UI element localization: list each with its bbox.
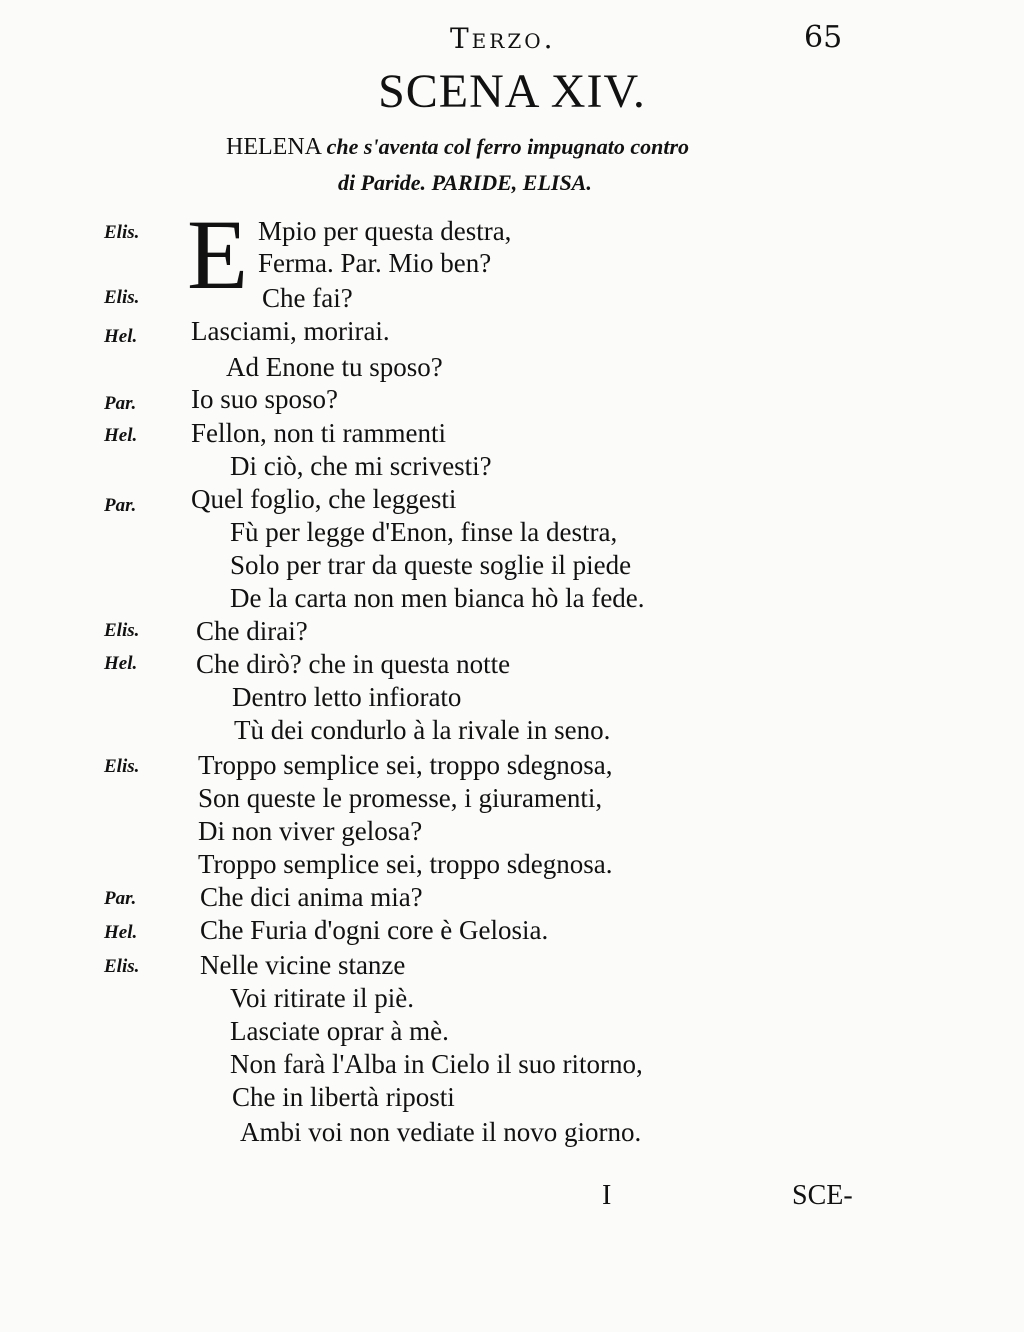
drop-cap: E	[187, 199, 249, 310]
verse-line: De la carta non men bianca hò la fede.	[230, 583, 645, 613]
speaker-label: Elis.	[104, 287, 140, 308]
speaker-label: Elis.	[104, 620, 140, 641]
verse-line: Troppo semplice sei, troppo sdegnosa,	[198, 750, 613, 780]
verse-line: Ambi voi non vediate il novo giorno.	[240, 1117, 642, 1147]
signature-mark: I	[602, 1180, 612, 1211]
verse-line: Ferma. Par. Mio ben?	[258, 248, 492, 278]
speaker-label: Hel.	[104, 922, 138, 943]
speaker-label: Hel.	[104, 326, 138, 347]
verse-line: Nelle vicine stanze	[200, 950, 406, 980]
verse-line: Di ciò, che mi scrivesti?	[230, 451, 492, 481]
verse-line: Che dirò? che in questa notte	[196, 649, 511, 679]
verse-line: Solo per trar da queste soglie il piede	[230, 550, 632, 580]
verse-line: Io suo sposo?	[191, 384, 338, 414]
verse-line: Son queste le promesse, i giuramenti,	[198, 783, 603, 813]
stage-direction-character: HELENA	[226, 134, 321, 160]
speaker-label: Par.	[104, 495, 137, 516]
scene-title: SCENA XIV.	[378, 65, 646, 118]
verse-line: Che dirai?	[196, 616, 308, 646]
speaker-label: Elis.	[104, 956, 140, 977]
speaker-label: Elis.	[104, 222, 140, 243]
stage-direction-text: che s'aventa col ferro impugnato contro	[326, 134, 690, 159]
verse-line: Lasciami, morirai.	[191, 316, 390, 346]
verse-line: Mpio per questa destra,	[258, 216, 512, 246]
verse-line: Dentro letto infiorato	[232, 682, 462, 712]
verse-line: Lasciate oprar à mè.	[230, 1016, 449, 1046]
verse-line: Che fai?	[262, 283, 353, 313]
verse-line: Che in libertà riposti	[232, 1082, 455, 1112]
verse-line: Non farà l'Alba in Cielo il suo ritorno,	[230, 1049, 643, 1079]
running-head: Terzo.	[450, 22, 556, 55]
speaker-label: Hel.	[104, 425, 138, 446]
verse-line: Di non viver gelosa?	[198, 816, 423, 846]
stage-direction-line-2	[338, 170, 592, 197]
verse-line: Fellon, non ti rammenti	[191, 418, 446, 448]
verse-line: Quel foglio, che leggesti	[191, 484, 457, 514]
speaker-label: Par.	[104, 888, 137, 909]
verse-line: Tù dei condurlo à la rivale in seno.	[234, 715, 611, 745]
stage-direction-line-1	[226, 134, 689, 161]
stage-direction-characters: di Paride. PARIDE, ELISA.	[338, 170, 592, 195]
page-number: 65	[804, 20, 843, 55]
catchword: SCE-	[792, 1180, 853, 1211]
verse-line: Troppo semplice sei, troppo sdegnosa.	[198, 849, 613, 879]
speaker-label: Par.	[104, 393, 137, 414]
verse-line: Ad Enone tu sposo?	[226, 352, 443, 382]
verse-line: Che dici anima mia?	[200, 882, 423, 912]
verse-line: Fù per legge d'Enon, finse la destra,	[230, 517, 618, 547]
speaker-label: Elis.	[104, 756, 140, 777]
verse-line: Che Furia d'ogni core è Gelosia.	[200, 915, 549, 945]
verse-line: Voi ritirate il piè.	[230, 983, 414, 1013]
speaker-label: Hel.	[104, 653, 138, 674]
